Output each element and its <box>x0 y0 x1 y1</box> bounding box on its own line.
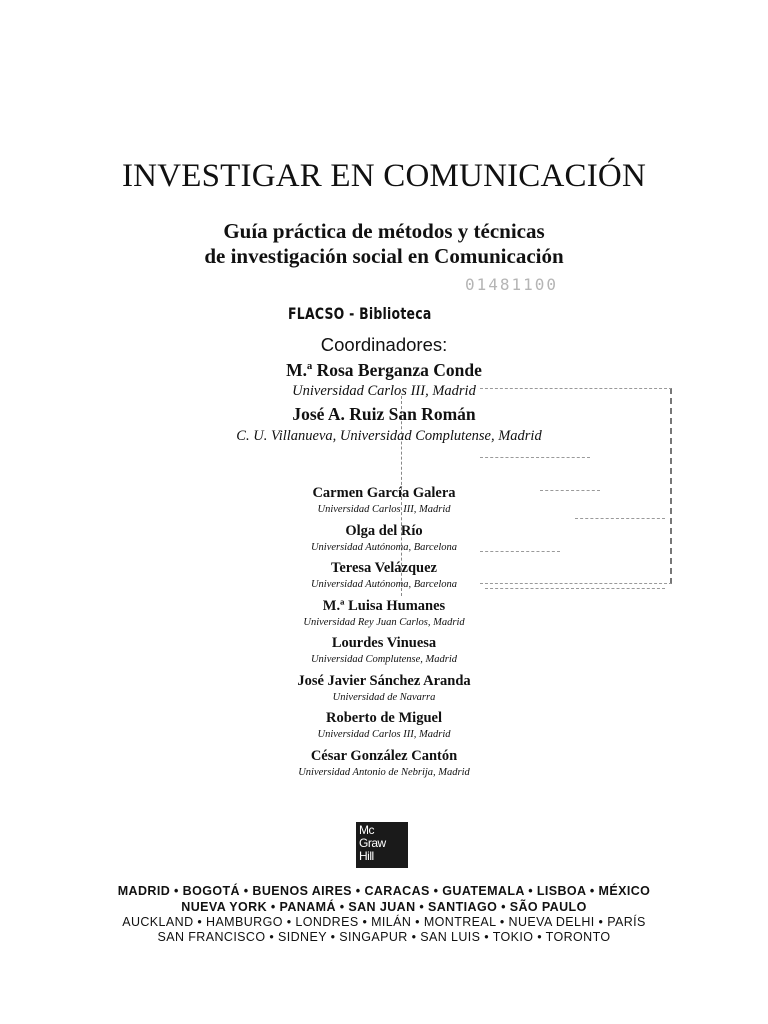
contributor-name: Olga del Río <box>345 523 423 539</box>
contributor-affiliation: Universidad Carlos III, Madrid <box>317 504 451 515</box>
subtitle-line-1: Guía práctica de métodos y técnicas <box>223 219 545 243</box>
contributor-name: Teresa Velázquez <box>331 560 437 576</box>
contributor-name: José Javier Sánchez Aranda <box>297 673 471 689</box>
contributor-name: César González Cantón <box>310 748 458 764</box>
mcgraw-hill-logo <box>356 822 408 868</box>
contributor-affiliation: Universidad Antonio de Nebrija, Madrid <box>298 767 470 778</box>
subtitle-line-2: de investigación social en Comunicación <box>204 244 564 268</box>
coordinators-heading: Coordinadores: <box>320 334 448 355</box>
coordinator-name: José A. Ruiz San Román <box>292 404 476 424</box>
contributor-affiliation: Universidad de Navarra <box>332 692 436 703</box>
contributor-name: Lourdes Vinuesa <box>331 635 437 651</box>
logo-text: Mc <box>359 823 374 837</box>
cities-line-1: MADRID • BOGOTÁ • BUENOS AIRES • CARACAS • GUATEMALA • LISBOA • MÉXICO <box>117 884 651 898</box>
cities-line-3: AUCKLAND • HAMBURGO • LONDRES • MILÁN • MONTREAL • NUEVA DELHI • PARÍS <box>122 915 646 929</box>
coordinator-name: M.ª Rosa Berganza Conde <box>286 360 482 380</box>
contributor-name: Roberto de Miguel <box>326 710 442 726</box>
logo-text: Hill <box>359 849 374 863</box>
logo-text: Graw <box>359 836 386 850</box>
contributor-name: M.ª Luisa Humanes <box>322 598 446 614</box>
contributor-affiliation: Universidad Autónoma, Barcelona <box>310 542 458 553</box>
cities-line-4: SAN FRANCISCO • SIDNEY • SINGAPUR • SAN LUIS • TOKIO • TORONTO <box>157 930 611 944</box>
library-stamp: FLACSO - Biblioteca <box>288 304 432 323</box>
contributor-affiliation: Universidad Complutense, Madrid <box>310 654 458 665</box>
book-title: INVESTIGAR EN COMUNICACIÓN <box>121 158 646 194</box>
contributor-affiliation: Universidad Rey Juan Carlos, Madrid <box>303 617 465 628</box>
faint-inventory-stamp: 01481100 <box>465 275 559 294</box>
contributor-name: Carmen García Galera <box>312 485 456 501</box>
stamp-line <box>480 457 590 458</box>
coordinator-affiliation: C. U. Villanueva, Universidad Complutense, Madrid <box>236 428 542 444</box>
stamp-line <box>575 518 665 519</box>
contributor-affiliation: Universidad Carlos III, Madrid <box>317 729 451 740</box>
cities-line-2: NUEVA YORK • PANAMÁ • SAN JUAN • SANTIAGO • SÃO PAULO <box>181 900 587 914</box>
coordinator-affiliation: Universidad Carlos III, Madrid <box>292 383 476 399</box>
contributor-affiliation: Universidad Autónoma, Barcelona <box>310 579 458 590</box>
